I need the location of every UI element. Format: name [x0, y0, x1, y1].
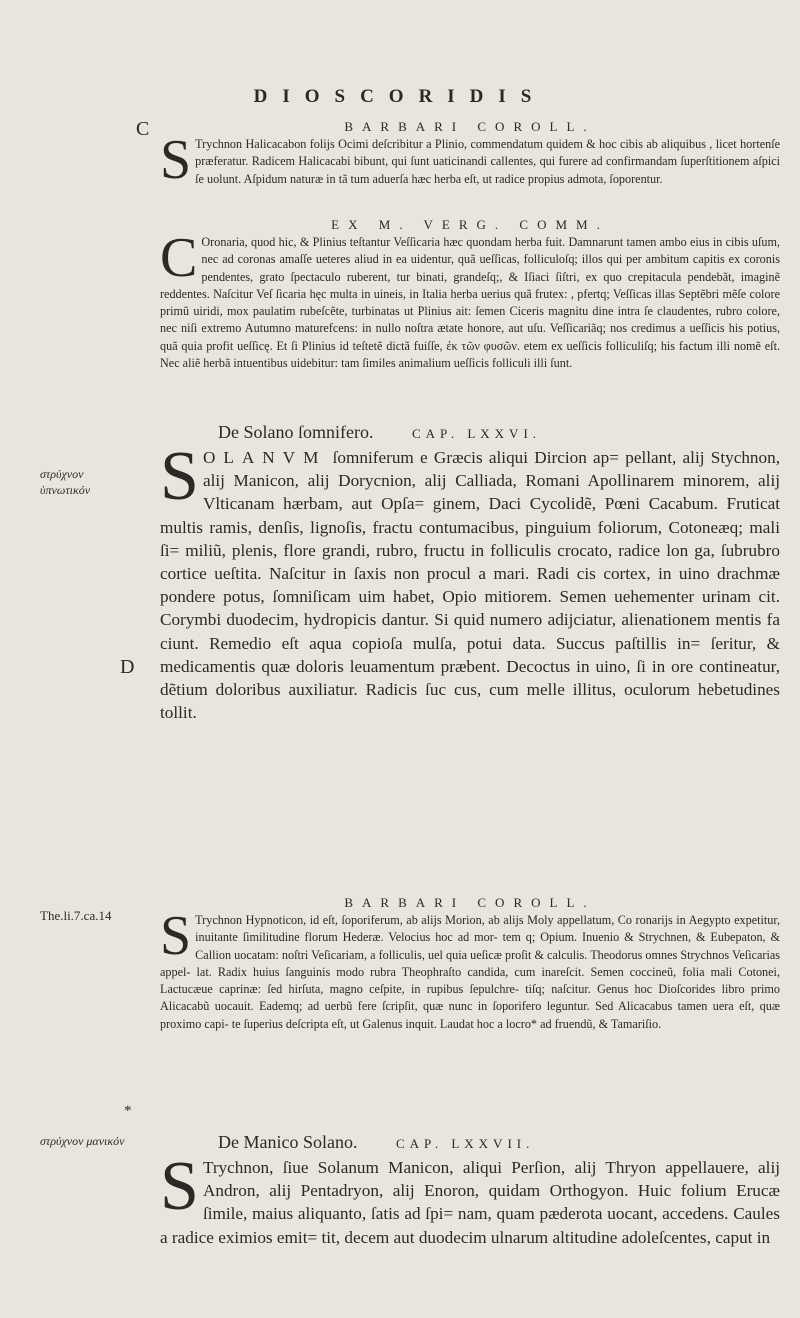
margin-star: *: [124, 1103, 132, 1119]
drop-cap: S: [160, 905, 192, 967]
section-heading: BARBARI COROLL.: [344, 119, 596, 134]
chapter-de-solano: [160, 420, 780, 724]
chapter-de-manico: [160, 1130, 780, 1249]
text-column: [160, 118, 780, 1298]
chapter-text: S Trychnon, ſiue Solanum Manicon, aliqui Perſion, alij Thryon appellauere, alij Andron, alij Pentadryon, alij Enoron, quidam Orthogyon. Huic folium Erucæ ſimile, maius aliquanto, ſatis ad ſpi= nam, quam pæderota uocant, accedens. Caules a radice eximios emit= tit, decem aut duodecim ulnarum altitudine adoleſcentes, caput in: [160, 1148, 780, 1247]
chapter-text: S OLANVM ſomniferum e Græcis aliqui Dircion ap= pellant, alij Stychnon, alij Manicon, alij Dorycnion, alij Calliada, Romani Apollinarem minorem, alij Vlticanam hærbam, aut Opſa= ginem, Daci Cycolidẽ, Pœni Cacabum. Fruticat multis ramis, denſis, lignoſis, fractu contumacibus, pinguium foliorum, Cotoneæq; mali ſi= miliũ, plenis, flore grandi, rubro, fructu in folliculis crocato, radice lon ga, ſubrubro cortice ueſtita. Naſcitur in ſaxis non procul a mari. Radi cis cortex, in uino drachmæ pondere potus, ſomniſicam uim habet, Opio mitiorem. Semen uehementer urinam cit. Corymbi duodecim, hydropicis dantur. Si quid numero adijciatur, alienationem mentis fa ciunt. Remedio eſt aqua copioſa mulſa, potui data. Succus paſtillis in= ſeritur, & medicamentis quæ doloris leuamentum præbent. Decoctus in uino, ſi in ore contineatur, dẽtium doloribus auxiliatur. Radicis ſuc cus, cum melle illitus, oculorum hebetudines tollit.: [160, 438, 781, 723]
section-barbari-1: [160, 118, 780, 191]
drop-cap: S: [160, 438, 199, 515]
section-barbari-2: [160, 894, 780, 1033]
drop-cap: S: [160, 1148, 199, 1225]
section-heading: EX M. VERG. COMM.: [331, 217, 609, 232]
drop-cap: S: [160, 129, 192, 191]
running-head: DIOSCORIDIS: [253, 86, 547, 107]
chapter-title: De Solano ſomnifero. CAP. LXXVI.: [218, 422, 542, 442]
section-text: S Trychnon Hypnoticon, id eſt, ſoporiferum, ab alijs Morion, ab alijs Moly appellatum, Co ronarijs in Aegypto expetitur, inuitante ſimilitudine florum Hederæ. Velocius hoc ad mor- tem q; Opium. Inuenio & Strychnen, & Eubepaton, & Callion uocatam: noſtri Veſicariam, a folliculis, uel quia ueſicæ proſit & calculis. Theodorus omnes Strychnos Veſicarias appel- lat. Radix huius ſanguinis modo rubra Theophraſto candida, cum inareſcit. Semen coccineũ, folia mali Cotonei, Lactucæue caprinæ: ſed hirſuta, magno ceſpite, in rupibus ſepulchre- tiſq; naſcitur. Genus hoc Dioſcorides libro primo Alicacabũ uocauit. Eademq; ad uerbũ fere ſcripſit, quæ nunc in ſoporifero leguntur. Sed Alicacabus tamen uera eſt, quæ proximo capi- te ſuperius deſcripta eſt, ut Galenus inquit. Laudat hoc a locro* ad fruendũ, & Tamariſio.: [160, 905, 780, 1031]
drop-cap: C: [160, 227, 198, 289]
margin-letter-d: D: [120, 656, 135, 678]
section-ex-verg: [160, 216, 780, 372]
section-text: C Oronaria, quod hic, & Plinius teſtantur Veſſicaria hæc quondam herba fuit. Damnarunt tamen ambo eius in cibis uſum, nec ad coronas amaſſe ueteres aliud in ea uidentur, quã ueſſicas, folliculoſq; illos qui per ambitum capitis ex coronis pendentes, grato ſpectaculo ruberent, tur binati, grandeſq;, & Iſiaci ſiſtri, ex quo crepitacula pendebãt, imaginẽ reddentes. Naſcitur Veſ ſicaria hęc multa in uineis, in Italia herba uerius quã frutex: , pfertq; Veſſicas illas Septẽbri mẽſe colore primũ uiridi, mox paulatim rubeſcẽte, turbinatas ut Plinius ait: ſemen Ciceris magnitu dine intra ſe claudentes, rubro colore, nec niſi extremo Autumno maturefcens: in nullo noſtra ætate honore, aut uſu. Veſſicariãq; nos credimus a ueſſicis his potius, quã quia profit ueſſicę. Et ſi Plinius id teſtetẽ dictã fuiſſe, ἐκ τῶν φυσῶν. etem ex ueſſicis folliculiſq; his factum illi nomẽ eſt. Nec aliẽ herbã intuentibus uidebitur: tam ſimiles animalium ueſſicis folliculi illi ſunt.: [160, 227, 780, 371]
chapter-title: De Manico Solano. CAP. LXXVII.: [218, 1132, 535, 1152]
margin-greek-hypnoticon: στρύχνον ὑπνωτικόν: [40, 467, 91, 497]
margin-greek-manicon: στρύχνον μανικόν: [40, 1134, 125, 1148]
margin-reference: The.li.7.ca.14: [40, 908, 112, 923]
section-text: S Trychnon Halicacabon folijs Ocimi deſcribitur a Plinio, commendatum quidem & hoc cibis ab aliquibus , licet hortenſe præferatur. Radicem Halicacabi bibunt, qui ſunt uaticinandi callentes, qui furere ad confirmandam ſuperſtitionem aſpici ſe uolunt. Aſpidum naturæ in tã tum aduerſa hæc herba eſt, ut radice propius admota, ſoporentur.: [160, 129, 780, 191]
section-heading: BARBARI COROLL.: [344, 895, 596, 910]
margin-letter-c: C: [136, 118, 150, 140]
